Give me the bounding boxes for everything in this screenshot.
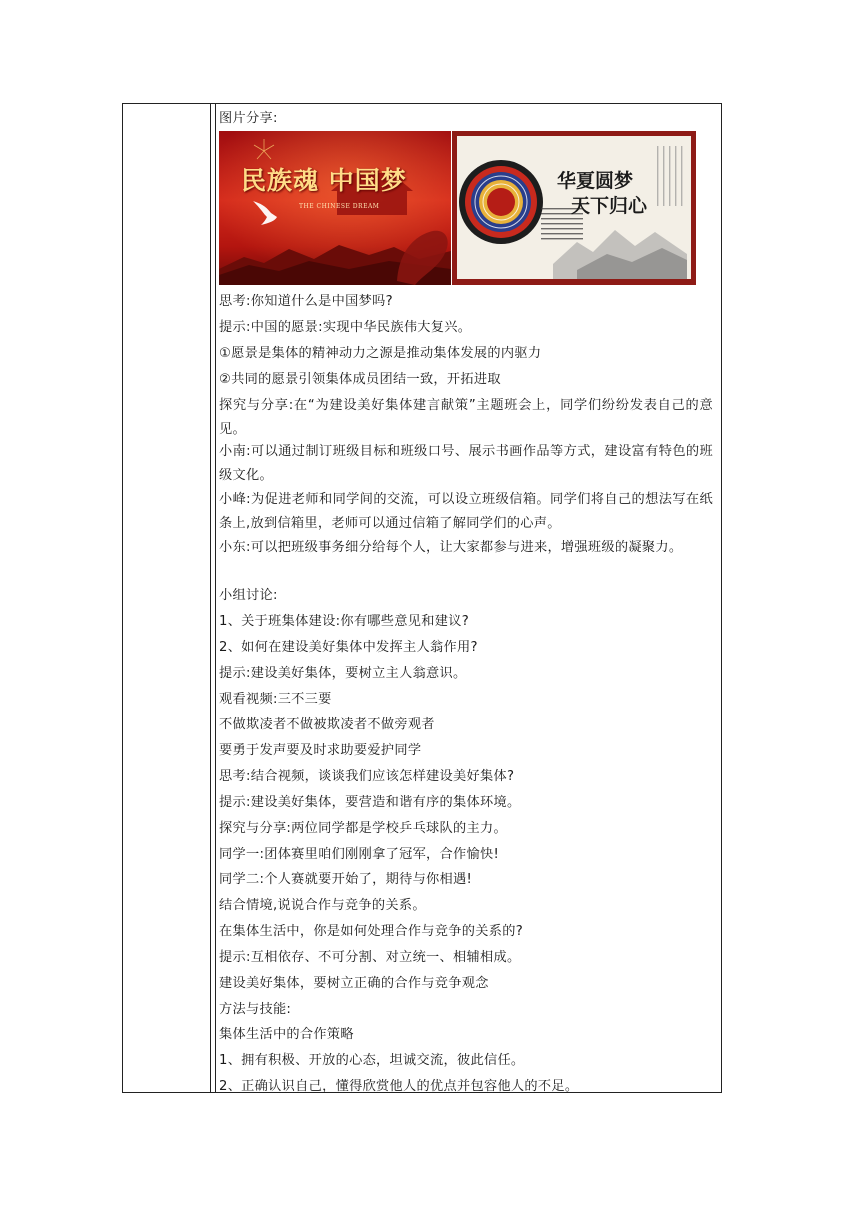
table-column-divider	[211, 104, 216, 1092]
table-column-left	[123, 104, 211, 1092]
text-line: 不做欺凌者不做被欺凌者不做旁观者	[219, 717, 435, 732]
text-line: 集体生活中的合作策略	[219, 1027, 354, 1042]
text-line: 提示:中国的愿景:实现中华民族伟大复兴。	[219, 320, 472, 335]
text-line: 提示:互相依存、不可分割、对立统一、相辅相成。	[219, 950, 521, 965]
text-line: 小组讨论:	[219, 588, 278, 603]
text-line: ②共同的愿景引领集体成员团结一致，开拓进取	[219, 372, 501, 387]
text-line: 2、如何在建设美好集体中发挥主人翁作用?	[219, 640, 478, 655]
text-line: 探究与分享:两位同学都是学校乒乓球队的主力。	[219, 821, 507, 836]
poster-subtitle: THE CHINESE DREAM	[299, 203, 380, 210]
text-line: 同学二:个人赛就要开始了，期待与你相遇!	[219, 872, 473, 887]
section-header: 图片分享:	[219, 111, 278, 126]
papercut-title-line1: 华夏圆梦	[557, 170, 634, 192]
text-line: 1、拥有积极、开放的心态，坦诚交流，彼此信任。	[219, 1053, 525, 1068]
text-paragraph: 小东:可以把班级事务细分给每个人，让大家都参与进来，增强班级的凝聚力。	[219, 540, 683, 555]
text-line: 要勇于发声要及时求助要爱护同学	[219, 743, 422, 758]
papercut-frame	[457, 136, 691, 279]
text-line: 2、正确认识自己，懂得欣赏他人的优点并包容他人的不足。	[219, 1079, 579, 1094]
papercut-title-line2: 天下归心	[571, 195, 648, 217]
text-line: 提示:建设美好集体，要树立主人翁意识。	[219, 666, 467, 681]
chinese-dream-papercut	[452, 131, 696, 285]
text-line: 结合情境,说说合作与竞争的关系。	[219, 898, 426, 913]
text-paragraph: 小峰:为促进老师和同学间的交流，可以设立班级信箱。同学们将自己的想法写在纸条上,放到信箱里，老师可以通过信箱了解同学们的心声。	[219, 492, 713, 531]
text-line: 思考:结合视频，谈谈我们应该怎样建设美好集体?	[219, 769, 515, 784]
text-paragraph: 探究与分享:在“为建设美好集体建言献策”主题班会上，同学们纷纷发表自己的意见。	[219, 398, 713, 437]
chinese-dream-poster	[219, 131, 451, 285]
text-line: 1、关于班集体建设:你有哪些意见和建议?	[219, 614, 470, 629]
text-line: 方法与技能:	[219, 1002, 292, 1017]
text-line: 同学一:团体赛里咱们刚刚拿了冠军，合作愉快!	[219, 847, 500, 862]
text-line: 在集体生活中，你是如何处理合作与竞争的关系的?	[219, 924, 524, 939]
text-line: ①愿景是集体的精神动力之源是推动集体发展的内驱力	[219, 346, 542, 361]
text-line: 建设美好集体，要树立正确的合作与竞争观念	[219, 976, 489, 991]
text-line: 思考:你知道什么是中国梦吗?	[219, 294, 393, 309]
lesson-table	[122, 103, 722, 1093]
text-line: 观看视频:三不三要	[219, 692, 332, 707]
text-paragraph: 小南:可以通过制订班级目标和班级口号、展示书画作品等方式，建设富有特色的班级文化。	[219, 444, 713, 483]
text-line: 提示:建设美好集体，要营造和谐有序的集体环境。	[219, 795, 521, 810]
content-cell	[219, 104, 721, 1092]
poster-title: 民族魂 中国梦	[241, 166, 407, 195]
